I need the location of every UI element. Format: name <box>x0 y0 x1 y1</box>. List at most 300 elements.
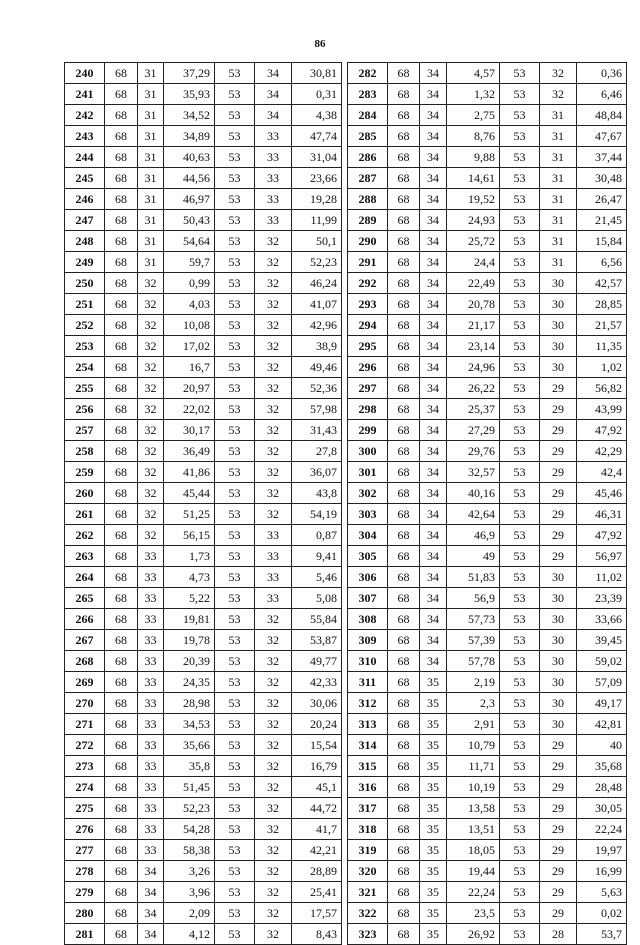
lon-deg-cell: 53 <box>500 777 540 798</box>
lat-deg-cell: 68 <box>105 126 138 147</box>
lat-sec-cell: 46,97 <box>164 189 215 210</box>
lat-deg-cell: 68 <box>388 672 420 693</box>
lat-deg-cell: 68 <box>105 357 138 378</box>
lon-sec-cell: 40 <box>577 735 627 756</box>
lat-sec-cell: 2,91 <box>447 714 500 735</box>
lat-sec-cell: 22,49 <box>447 273 500 294</box>
lat-min-cell: 32 <box>138 462 164 483</box>
lat-min-cell: 34 <box>420 189 447 210</box>
lon-min-cell: 33 <box>255 168 292 189</box>
lon-sec-cell: 27,8 <box>292 441 342 462</box>
lon-min-cell: 29 <box>540 840 577 861</box>
lat-sec-cell: 45,44 <box>164 483 215 504</box>
lon-sec-cell: 17,57 <box>292 903 342 924</box>
lon-deg-cell: 53 <box>500 840 540 861</box>
point-number-cell: 307 <box>348 588 388 609</box>
lon-sec-cell: 53,87 <box>292 630 342 651</box>
lat-min-cell: 32 <box>138 315 164 336</box>
lon-sec-cell: 36,07 <box>292 462 342 483</box>
lat-sec-cell: 16,7 <box>164 357 215 378</box>
lat-min-cell: 35 <box>420 819 447 840</box>
lat-min-cell: 35 <box>420 924 447 945</box>
lon-sec-cell: 50,1 <box>292 231 342 252</box>
lat-deg-cell: 68 <box>388 777 420 798</box>
point-number-cell: 320 <box>348 861 388 882</box>
lat-min-cell: 32 <box>138 294 164 315</box>
point-number-cell: 319 <box>348 840 388 861</box>
lon-deg-cell: 53 <box>500 357 540 378</box>
table-row <box>348 525 627 546</box>
lat-deg-cell: 68 <box>388 231 420 252</box>
lon-min-cell: 31 <box>540 252 577 273</box>
lat-min-cell: 34 <box>138 903 164 924</box>
lat-min-cell: 33 <box>138 777 164 798</box>
table-row <box>65 462 342 483</box>
lat-sec-cell: 56,9 <box>447 588 500 609</box>
lat-min-cell: 32 <box>138 357 164 378</box>
point-number-cell: 256 <box>65 399 105 420</box>
lat-sec-cell: 22,02 <box>164 399 215 420</box>
lat-min-cell: 35 <box>420 840 447 861</box>
lon-sec-cell: 0,87 <box>292 525 342 546</box>
lon-deg-cell: 53 <box>215 315 255 336</box>
point-number-cell: 266 <box>65 609 105 630</box>
point-number-cell: 316 <box>348 777 388 798</box>
lat-sec-cell: 49 <box>447 546 500 567</box>
lat-min-cell: 34 <box>420 315 447 336</box>
point-number-cell: 241 <box>65 84 105 105</box>
lat-sec-cell: 20,39 <box>164 651 215 672</box>
table-row <box>348 777 627 798</box>
lon-deg-cell: 53 <box>215 357 255 378</box>
lon-min-cell: 30 <box>540 294 577 315</box>
lat-deg-cell: 68 <box>105 231 138 252</box>
lon-min-cell: 32 <box>255 420 292 441</box>
point-number-cell: 298 <box>348 399 388 420</box>
lon-deg-cell: 53 <box>500 84 540 105</box>
point-number-cell: 310 <box>348 651 388 672</box>
table-row <box>65 126 342 147</box>
table-row <box>348 105 627 126</box>
lon-sec-cell: 47,92 <box>577 525 627 546</box>
table-row <box>348 588 627 609</box>
lon-min-cell: 31 <box>540 126 577 147</box>
lat-deg-cell: 68 <box>388 168 420 189</box>
lat-min-cell: 34 <box>420 567 447 588</box>
lat-deg-cell: 68 <box>388 252 420 273</box>
lat-min-cell: 34 <box>420 462 447 483</box>
lat-sec-cell: 22,24 <box>447 882 500 903</box>
lon-sec-cell: 31,43 <box>292 420 342 441</box>
lon-sec-cell: 5,08 <box>292 588 342 609</box>
lon-deg-cell: 53 <box>500 546 540 567</box>
lat-deg-cell: 68 <box>105 567 138 588</box>
lon-sec-cell: 42,81 <box>577 714 627 735</box>
table-row <box>348 399 627 420</box>
table-row <box>348 546 627 567</box>
table-row <box>348 231 627 252</box>
lon-deg-cell: 53 <box>500 567 540 588</box>
lon-min-cell: 32 <box>255 672 292 693</box>
lon-deg-cell: 53 <box>215 441 255 462</box>
lat-min-cell: 34 <box>420 126 447 147</box>
table-row <box>65 714 342 735</box>
lat-sec-cell: 10,08 <box>164 315 215 336</box>
lon-deg-cell: 53 <box>500 651 540 672</box>
lon-min-cell: 29 <box>540 798 577 819</box>
table-row <box>65 84 342 105</box>
table-row <box>348 756 627 777</box>
lon-min-cell: 32 <box>255 294 292 315</box>
lon-min-cell: 32 <box>255 924 292 945</box>
table-row <box>348 462 627 483</box>
lon-deg-cell: 53 <box>215 420 255 441</box>
lat-sec-cell: 40,16 <box>447 483 500 504</box>
lat-sec-cell: 44,56 <box>164 168 215 189</box>
lon-deg-cell: 53 <box>215 756 255 777</box>
lon-deg-cell: 53 <box>500 882 540 903</box>
lon-sec-cell: 42,21 <box>292 840 342 861</box>
table-row <box>65 882 342 903</box>
lat-sec-cell: 30,17 <box>164 420 215 441</box>
table-row <box>348 924 627 945</box>
lat-deg-cell: 68 <box>105 252 138 273</box>
table-row <box>348 714 627 735</box>
lon-min-cell: 32 <box>255 399 292 420</box>
table-row <box>65 294 342 315</box>
lon-sec-cell: 5,63 <box>577 882 627 903</box>
lat-min-cell: 32 <box>138 273 164 294</box>
lat-deg-cell: 68 <box>105 441 138 462</box>
lat-sec-cell: 2,75 <box>447 105 500 126</box>
lat-deg-cell: 68 <box>388 609 420 630</box>
table-row <box>348 378 627 399</box>
point-number-cell: 297 <box>348 378 388 399</box>
lon-deg-cell: 53 <box>215 147 255 168</box>
lat-deg-cell: 68 <box>105 819 138 840</box>
lat-deg-cell: 68 <box>105 630 138 651</box>
lat-deg-cell: 68 <box>388 336 420 357</box>
lon-min-cell: 29 <box>540 819 577 840</box>
lon-min-cell: 34 <box>255 84 292 105</box>
point-number-cell: 260 <box>65 483 105 504</box>
lat-deg-cell: 68 <box>105 840 138 861</box>
lat-sec-cell: 2,19 <box>447 672 500 693</box>
lon-deg-cell: 53 <box>215 504 255 525</box>
lon-deg-cell: 53 <box>500 483 540 504</box>
lat-sec-cell: 21,17 <box>447 315 500 336</box>
lat-sec-cell: 1,32 <box>447 84 500 105</box>
lon-sec-cell: 15,54 <box>292 735 342 756</box>
point-number-cell: 282 <box>348 63 388 84</box>
lat-min-cell: 33 <box>138 798 164 819</box>
lat-sec-cell: 57,39 <box>447 630 500 651</box>
lon-sec-cell: 56,97 <box>577 546 627 567</box>
lat-sec-cell: 13,58 <box>447 798 500 819</box>
lat-min-cell: 31 <box>138 252 164 273</box>
lat-deg-cell: 68 <box>388 756 420 777</box>
point-number-cell: 255 <box>65 378 105 399</box>
lon-sec-cell: 25,41 <box>292 882 342 903</box>
point-number-cell: 285 <box>348 126 388 147</box>
point-number-cell: 283 <box>348 84 388 105</box>
lon-min-cell: 32 <box>540 84 577 105</box>
lat-min-cell: 34 <box>420 168 447 189</box>
lat-deg-cell: 68 <box>105 714 138 735</box>
lon-sec-cell: 45,46 <box>577 483 627 504</box>
lon-sec-cell: 0,02 <box>577 903 627 924</box>
lat-min-cell: 34 <box>420 609 447 630</box>
table-row <box>348 861 627 882</box>
lat-deg-cell: 68 <box>388 63 420 84</box>
lon-deg-cell: 53 <box>500 126 540 147</box>
lat-deg-cell: 68 <box>105 756 138 777</box>
table-row <box>65 147 342 168</box>
lon-sec-cell: 42,33 <box>292 672 342 693</box>
point-number-cell: 288 <box>348 189 388 210</box>
lat-deg-cell: 68 <box>388 462 420 483</box>
lat-min-cell: 34 <box>420 378 447 399</box>
lat-deg-cell: 68 <box>388 504 420 525</box>
lat-deg-cell: 68 <box>388 861 420 882</box>
lon-sec-cell: 47,67 <box>577 126 627 147</box>
lat-sec-cell: 0,99 <box>164 273 215 294</box>
table-row <box>348 63 627 84</box>
lon-min-cell: 32 <box>255 756 292 777</box>
point-number-cell: 264 <box>65 567 105 588</box>
lon-deg-cell: 53 <box>500 588 540 609</box>
lat-deg-cell: 68 <box>388 567 420 588</box>
lat-deg-cell: 68 <box>105 504 138 525</box>
lon-sec-cell: 21,57 <box>577 315 627 336</box>
table-row <box>348 189 627 210</box>
table-row <box>348 672 627 693</box>
lat-min-cell: 33 <box>138 588 164 609</box>
point-number-cell: 293 <box>348 294 388 315</box>
point-number-cell: 252 <box>65 315 105 336</box>
table-row <box>348 483 627 504</box>
table-row <box>348 693 627 714</box>
lon-sec-cell: 42,57 <box>577 273 627 294</box>
table-row <box>348 504 627 525</box>
lat-sec-cell: 25,72 <box>447 231 500 252</box>
lat-min-cell: 35 <box>420 693 447 714</box>
lat-sec-cell: 35,8 <box>164 756 215 777</box>
lat-min-cell: 31 <box>138 126 164 147</box>
lon-min-cell: 32 <box>255 504 292 525</box>
lat-deg-cell: 68 <box>105 315 138 336</box>
lon-min-cell: 29 <box>540 777 577 798</box>
table-row <box>65 651 342 672</box>
lat-deg-cell: 68 <box>388 420 420 441</box>
lon-deg-cell: 53 <box>500 756 540 777</box>
lat-deg-cell: 68 <box>388 903 420 924</box>
lat-deg-cell: 68 <box>105 777 138 798</box>
lon-deg-cell: 53 <box>215 567 255 588</box>
lon-deg-cell: 53 <box>215 273 255 294</box>
lon-sec-cell: 55,84 <box>292 609 342 630</box>
point-number-cell: 311 <box>348 672 388 693</box>
lon-deg-cell: 53 <box>215 840 255 861</box>
lon-sec-cell: 1,02 <box>577 357 627 378</box>
lon-min-cell: 34 <box>255 105 292 126</box>
lat-deg-cell: 68 <box>388 210 420 231</box>
lon-sec-cell: 44,72 <box>292 798 342 819</box>
lat-sec-cell: 24,35 <box>164 672 215 693</box>
lat-sec-cell: 36,49 <box>164 441 215 462</box>
lon-min-cell: 32 <box>255 693 292 714</box>
table-row <box>348 630 627 651</box>
lat-sec-cell: 25,37 <box>447 399 500 420</box>
lat-deg-cell: 68 <box>105 609 138 630</box>
point-number-cell: 242 <box>65 105 105 126</box>
lon-min-cell: 29 <box>540 882 577 903</box>
lon-min-cell: 33 <box>255 147 292 168</box>
lon-min-cell: 33 <box>255 588 292 609</box>
lat-deg-cell: 68 <box>388 147 420 168</box>
point-number-cell: 299 <box>348 420 388 441</box>
lat-min-cell: 32 <box>138 336 164 357</box>
lat-min-cell: 32 <box>138 441 164 462</box>
lon-sec-cell: 21,45 <box>577 210 627 231</box>
table-row <box>348 273 627 294</box>
point-number-cell: 265 <box>65 588 105 609</box>
lat-sec-cell: 35,66 <box>164 735 215 756</box>
table-row <box>65 672 342 693</box>
point-number-cell: 318 <box>348 819 388 840</box>
lon-min-cell: 30 <box>540 630 577 651</box>
lat-sec-cell: 4,57 <box>447 63 500 84</box>
lon-deg-cell: 53 <box>215 672 255 693</box>
lat-min-cell: 32 <box>138 378 164 399</box>
table-row <box>348 84 627 105</box>
point-number-cell: 323 <box>348 924 388 945</box>
lat-min-cell: 31 <box>138 189 164 210</box>
lat-min-cell: 35 <box>420 798 447 819</box>
lat-sec-cell: 19,81 <box>164 609 215 630</box>
lon-sec-cell: 43,8 <box>292 483 342 504</box>
lon-sec-cell: 48,84 <box>577 105 627 126</box>
lat-sec-cell: 51,45 <box>164 777 215 798</box>
point-number-cell: 300 <box>348 441 388 462</box>
point-number-cell: 244 <box>65 147 105 168</box>
lon-min-cell: 31 <box>540 147 577 168</box>
lat-sec-cell: 42,64 <box>447 504 500 525</box>
lon-sec-cell: 42,4 <box>577 462 627 483</box>
lon-sec-cell: 39,45 <box>577 630 627 651</box>
lon-sec-cell: 46,24 <box>292 273 342 294</box>
lon-min-cell: 32 <box>255 798 292 819</box>
lon-min-cell: 33 <box>255 189 292 210</box>
lon-min-cell: 29 <box>540 420 577 441</box>
lat-min-cell: 32 <box>138 483 164 504</box>
lon-min-cell: 32 <box>255 819 292 840</box>
lat-deg-cell: 68 <box>105 903 138 924</box>
lat-deg-cell: 68 <box>105 588 138 609</box>
lat-deg-cell: 68 <box>105 378 138 399</box>
table-row <box>65 609 342 630</box>
lat-min-cell: 34 <box>420 357 447 378</box>
lon-deg-cell: 53 <box>500 315 540 336</box>
lon-min-cell: 32 <box>255 483 292 504</box>
lon-deg-cell: 53 <box>500 294 540 315</box>
lon-min-cell: 32 <box>255 840 292 861</box>
lon-min-cell: 33 <box>255 546 292 567</box>
lat-sec-cell: 4,12 <box>164 924 215 945</box>
lat-deg-cell: 68 <box>388 546 420 567</box>
lat-deg-cell: 68 <box>105 525 138 546</box>
lat-deg-cell: 68 <box>105 798 138 819</box>
lon-min-cell: 29 <box>540 441 577 462</box>
lat-deg-cell: 68 <box>388 630 420 651</box>
point-number-cell: 305 <box>348 546 388 567</box>
lon-min-cell: 34 <box>255 63 292 84</box>
point-number-cell: 287 <box>348 168 388 189</box>
lat-deg-cell: 68 <box>105 861 138 882</box>
lat-sec-cell: 20,78 <box>447 294 500 315</box>
lat-deg-cell: 68 <box>105 273 138 294</box>
lon-min-cell: 29 <box>540 756 577 777</box>
lat-min-cell: 33 <box>138 651 164 672</box>
point-number-cell: 286 <box>348 147 388 168</box>
table-row <box>348 903 627 924</box>
lon-deg-cell: 53 <box>500 252 540 273</box>
table-row <box>65 252 342 273</box>
lat-sec-cell: 20,97 <box>164 378 215 399</box>
point-number-cell: 272 <box>65 735 105 756</box>
table-row <box>348 609 627 630</box>
lat-sec-cell: 1,73 <box>164 546 215 567</box>
point-number-cell: 258 <box>65 441 105 462</box>
lat-sec-cell: 27,29 <box>447 420 500 441</box>
lon-deg-cell: 53 <box>500 189 540 210</box>
lon-deg-cell: 53 <box>500 504 540 525</box>
table-row <box>348 315 627 336</box>
lon-deg-cell: 53 <box>215 651 255 672</box>
lon-deg-cell: 53 <box>215 903 255 924</box>
lat-min-cell: 35 <box>420 882 447 903</box>
lat-sec-cell: 8,76 <box>447 126 500 147</box>
lat-min-cell: 32 <box>138 420 164 441</box>
point-number-cell: 249 <box>65 252 105 273</box>
table-row <box>65 210 342 231</box>
lat-deg-cell: 68 <box>105 399 138 420</box>
lat-deg-cell: 68 <box>388 882 420 903</box>
lon-min-cell: 32 <box>255 462 292 483</box>
lon-min-cell: 32 <box>255 441 292 462</box>
lat-deg-cell: 68 <box>105 924 138 945</box>
point-number-cell: 322 <box>348 903 388 924</box>
lat-min-cell: 34 <box>138 882 164 903</box>
lat-min-cell: 34 <box>420 273 447 294</box>
lon-sec-cell: 54,19 <box>292 504 342 525</box>
table-row <box>348 147 627 168</box>
lon-deg-cell: 53 <box>500 273 540 294</box>
table-row <box>65 777 342 798</box>
lat-min-cell: 35 <box>420 672 447 693</box>
point-number-cell: 251 <box>65 294 105 315</box>
lon-min-cell: 32 <box>255 252 292 273</box>
table-row <box>65 861 342 882</box>
lon-deg-cell: 53 <box>500 819 540 840</box>
lat-deg-cell: 68 <box>105 651 138 672</box>
lon-deg-cell: 53 <box>500 861 540 882</box>
lon-sec-cell: 31,04 <box>292 147 342 168</box>
lat-min-cell: 33 <box>138 567 164 588</box>
lon-min-cell: 32 <box>255 315 292 336</box>
lon-deg-cell: 53 <box>215 378 255 399</box>
lat-min-cell: 33 <box>138 609 164 630</box>
